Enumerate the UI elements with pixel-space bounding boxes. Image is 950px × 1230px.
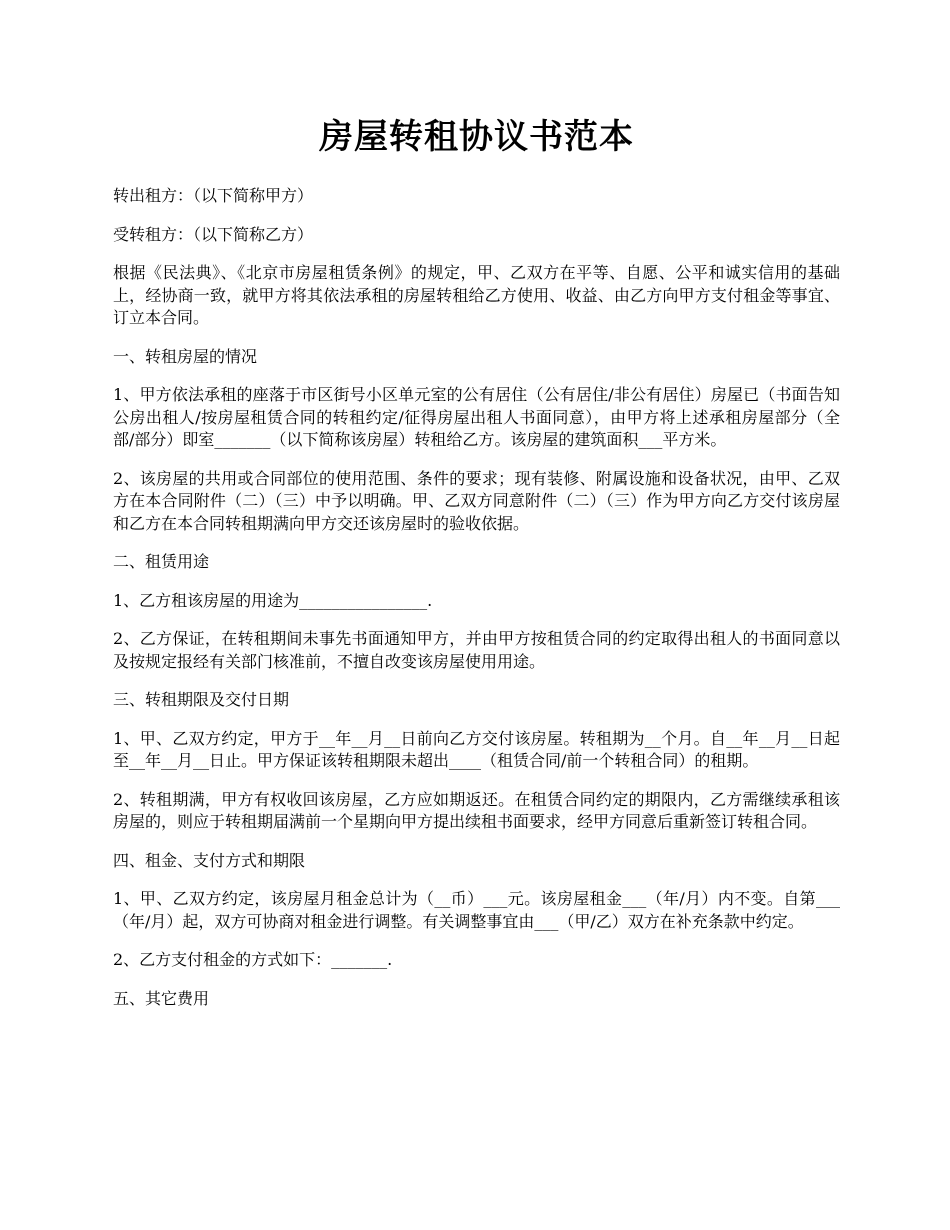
clause-4-1: 1、甲、乙双方约定，该房屋月租金总计为（__币）___元。该房屋租金___（年/月）内不变。自第___（年/月）起，双方可协商对租金进行调整。有关调整事宜由___（甲/乙）双方在补充条款中约定。 [113,889,840,931]
clause-2-2: 2、乙方保证，在转租期间未事先书面通知甲方，并由甲方按租赁合同的约定取得出租人的书面同意以及按规定报经有关部门核准前，不擅自改变该房屋使用用途。 [113,629,840,671]
clause-2-1: 1、乙方租该房屋的用途为________________. [113,590,433,610]
party-b-line: 受转租方：（以下简称乙方） [113,224,314,244]
section-heading-1: 一、转租房屋的情况 [113,346,258,366]
section-heading-4: 四、租金、支付方式和期限 [113,850,306,870]
clause-4-2: 2、乙方支付租金的方式如下：_______. [113,950,393,969]
clause-1-2: 2、该房屋的共用或合同部位的使用范围、条件的要求；现有装修、附属设施和设备状况，由甲、乙双方在本合同附件（二）（三）中予以明确。甲、乙双方同意附件（二）（三）作为甲方向乙方交付该房屋和乙方在本合同转租期满向甲方交还该房屋时的验收依据。 [113,468,840,533]
preamble-paragraph: 根据《民法典》、《北京市房屋租赁条例》的规定，甲、乙双方在平等、自愿、公平和诚实信用的基础上，经协商一致，就甲方将其依法承租的房屋转租给乙方使用、收益、由乙方向甲方支付租金等事宜、订立本合同。 [113,263,840,327]
section-heading-2: 二、租赁用途 [113,552,210,571]
document-page [113,0,840,1010]
document-title: 房屋转租协议书范本 [319,117,634,157]
clause-1-1: 1、甲方依法承租的座落于市区街号小区单元室的公有居住（公有居住/非公有居住）房屋已（书面告知公房出租人/按房屋租赁合同的转租约定/征得房屋出租人书面同意），由甲方将上述承租房屋部分（全部/部分）即室_______（以下简称该房屋）转租给乙方。该房屋的建筑面积___平方米。 [113,385,840,449]
clause-3-1: 1、甲、乙双方约定，甲方于__年__月__日前向乙方交付该房屋。转租期为__个月。自__年__月__日起至__年__月__日止。甲方保证该转租期限未超出____（租赁合同/前一个转租合同）的租期。 [113,728,840,770]
section-heading-3: 三、转租期限及交付日期 [113,690,290,709]
clause-3-2: 2、转租期满，甲方有权收回该房屋，乙方应如期返还。在租赁合同约定的期限内，乙方需继续承租该房屋的，则应于转租期届满前一个星期向甲方提出续租书面要求，经甲方同意后重新签订转租合同。 [113,789,840,831]
section-heading-5: 五、其它费用 [113,988,210,1008]
party-a-line: 转出租方：（以下简称甲方） [113,186,314,205]
